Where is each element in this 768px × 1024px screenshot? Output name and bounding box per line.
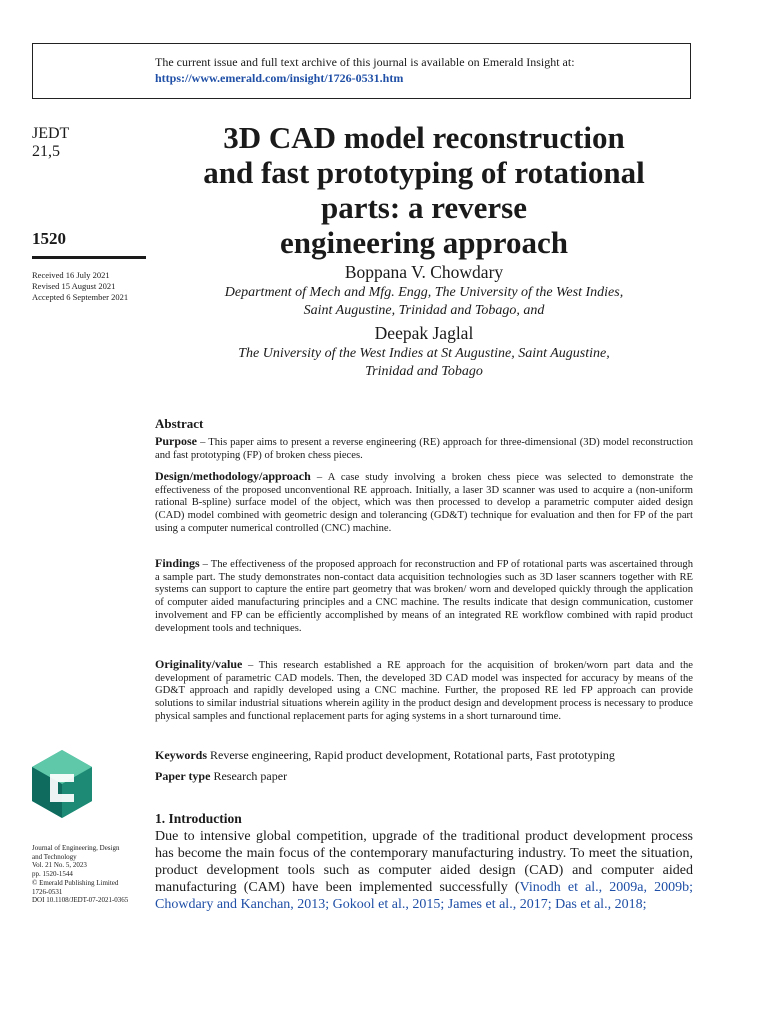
paper-type (155, 769, 287, 784)
design-text: – A case study involving a broken chess piece was selected to demonstrate the effectiveness of the proposed unconventional RE approach. Initially, a laser 3D scanner was used to acquire a (non-uniform rational B-spline) surface model of the object, which was then processed to develop a parametric computer aided design (CAD) model combined with geometric design and tolerancing (GD&T) technique for evaluation and then for FP of the part using a computer numerical controlled (CNC) machine. (155, 472, 693, 534)
author-1: Boppana V. Chowdary (344, 262, 504, 282)
page-range: pp. 1520-1544 (32, 870, 73, 879)
submission-dates (32, 270, 128, 303)
abstract-purpose (155, 435, 693, 462)
page-number: 1520 (32, 229, 66, 248)
affiliation-line: Department of Mech and Mfg. Engg, The University of the West Indies, (224, 285, 624, 300)
banner-text: The current issue and full text archive of this journal is available on Emerald Insight at: (155, 55, 575, 69)
introduction-text (155, 828, 693, 913)
affiliation-1 (150, 284, 698, 320)
issn: 1726-0531 (32, 887, 63, 896)
title-line: 3D CAD model reconstruction (223, 120, 625, 155)
paper-type-label: Paper type (155, 769, 211, 783)
journal-abbr: JEDT (32, 125, 70, 142)
abstract-heading: Abstract (155, 416, 204, 431)
journal-code (32, 125, 69, 161)
paper-type-text: Research paper (210, 769, 288, 783)
affiliation-line: The University of the West Indies at St Augustine, Saint Augustine, (238, 346, 610, 361)
abstract-findings (155, 557, 693, 635)
emerald-logo (32, 750, 92, 818)
section-heading-introduction: 1. Introduction (155, 811, 242, 826)
purpose-label: Purpose (155, 434, 197, 448)
journal-access-banner (32, 43, 691, 99)
citation-links[interactable]: Vinodh et al., 2009a, 2009b; Chowdary and Kanchan, 2013; Gokool et al., 2015; James et al., 2017; Das et al., 2018; (155, 880, 693, 912)
affiliation-line: Saint Augustine, Trinidad and Tobago, and (303, 303, 545, 318)
abstract-originality (155, 658, 693, 724)
findings-label: Findings (155, 556, 200, 570)
sidebar-rule (32, 256, 146, 259)
journal-name: Journal of Engineering, Design (32, 844, 120, 852)
abstract-design (155, 470, 693, 536)
originality-text: – This research established a RE approach for the acquisition of broken/worn part data and the development of parametric CAD models. Then, the developed 3D CAD model was inspected for accuracy by means of the GD&T approach and rapidly developed using a CNC machine. Further, the proposed RE led FP approach can provide solutions to similar industrial situations wherein agility in the product design and development process is necessary to produce physical samples and functional replacement parts for aging systems in a short turnaround time. (155, 660, 693, 722)
intro-body: Due to intensive global competition, upgrade of the traditional product development process has become the main focus of the contemporary manufacturing industry. To meet the situation, product development tools such as computer aided design (CAD) and computer aided manufacturing (CAM) have been implemented successfully ( (155, 829, 693, 895)
revised-date: Revised 15 August 2021 (32, 281, 116, 291)
journal-metadata (32, 844, 142, 905)
volume-issue: 21,5 (32, 143, 60, 160)
purpose-text: – This paper aims to present a reverse engineering (RE) approach for three-dimensional (3D) model reconstruction and fast prototyping (FP) of broken chess pieces. (155, 437, 693, 461)
received-date: Received 16 July 2021 (32, 270, 110, 280)
affiliation-2 (150, 345, 698, 381)
volume-info: Vol. 21 No. 5, 2023 (32, 861, 87, 870)
copyright: © Emerald Publishing Limited (32, 878, 119, 887)
title-line: and fast prototyping of rotational (203, 155, 645, 190)
keywords-label: Keywords (155, 748, 207, 762)
title-line: parts: a reverse (320, 190, 527, 225)
doi-link[interactable]: DOI 10.1108/JEDT-07-2021-0365 (32, 896, 129, 905)
journal-name: and Technology (32, 852, 77, 861)
keywords (155, 748, 615, 763)
affiliation-line: Trinidad and Tobago (365, 364, 483, 379)
title-line: engineering approach (280, 225, 568, 260)
originality-label: Originality/value (155, 657, 243, 671)
keywords-text: Reverse engineering, Rapid product development, Rotational parts, Fast prototyping (207, 748, 615, 762)
paper-title (150, 120, 698, 260)
design-label: Design/methodology/approach (155, 469, 311, 483)
accepted-date: Accepted 6 September 2021 (32, 292, 129, 302)
journal-url-link[interactable]: https://www.emerald.com/insight/1726-0531.htm (155, 71, 404, 85)
author-2: Deepak Jaglal (374, 323, 474, 343)
findings-text: – The effectiveness of the proposed approach for reconstruction and FP of rotational parts was ascertained through a sample part. The study demonstrates non-contact data acquisition technologies such as 3D laser scanners together with RE systems can support to capture the entire part geometry that was broken/ worn and developed quickly through the application of computer aided manufacturing principles and a CNC machine. The results indicate that design communication, customer involvement and FP can be efficiently accomplished by means of an integrated RE workflow combined with rapid product development tools and techniques. (155, 559, 693, 634)
